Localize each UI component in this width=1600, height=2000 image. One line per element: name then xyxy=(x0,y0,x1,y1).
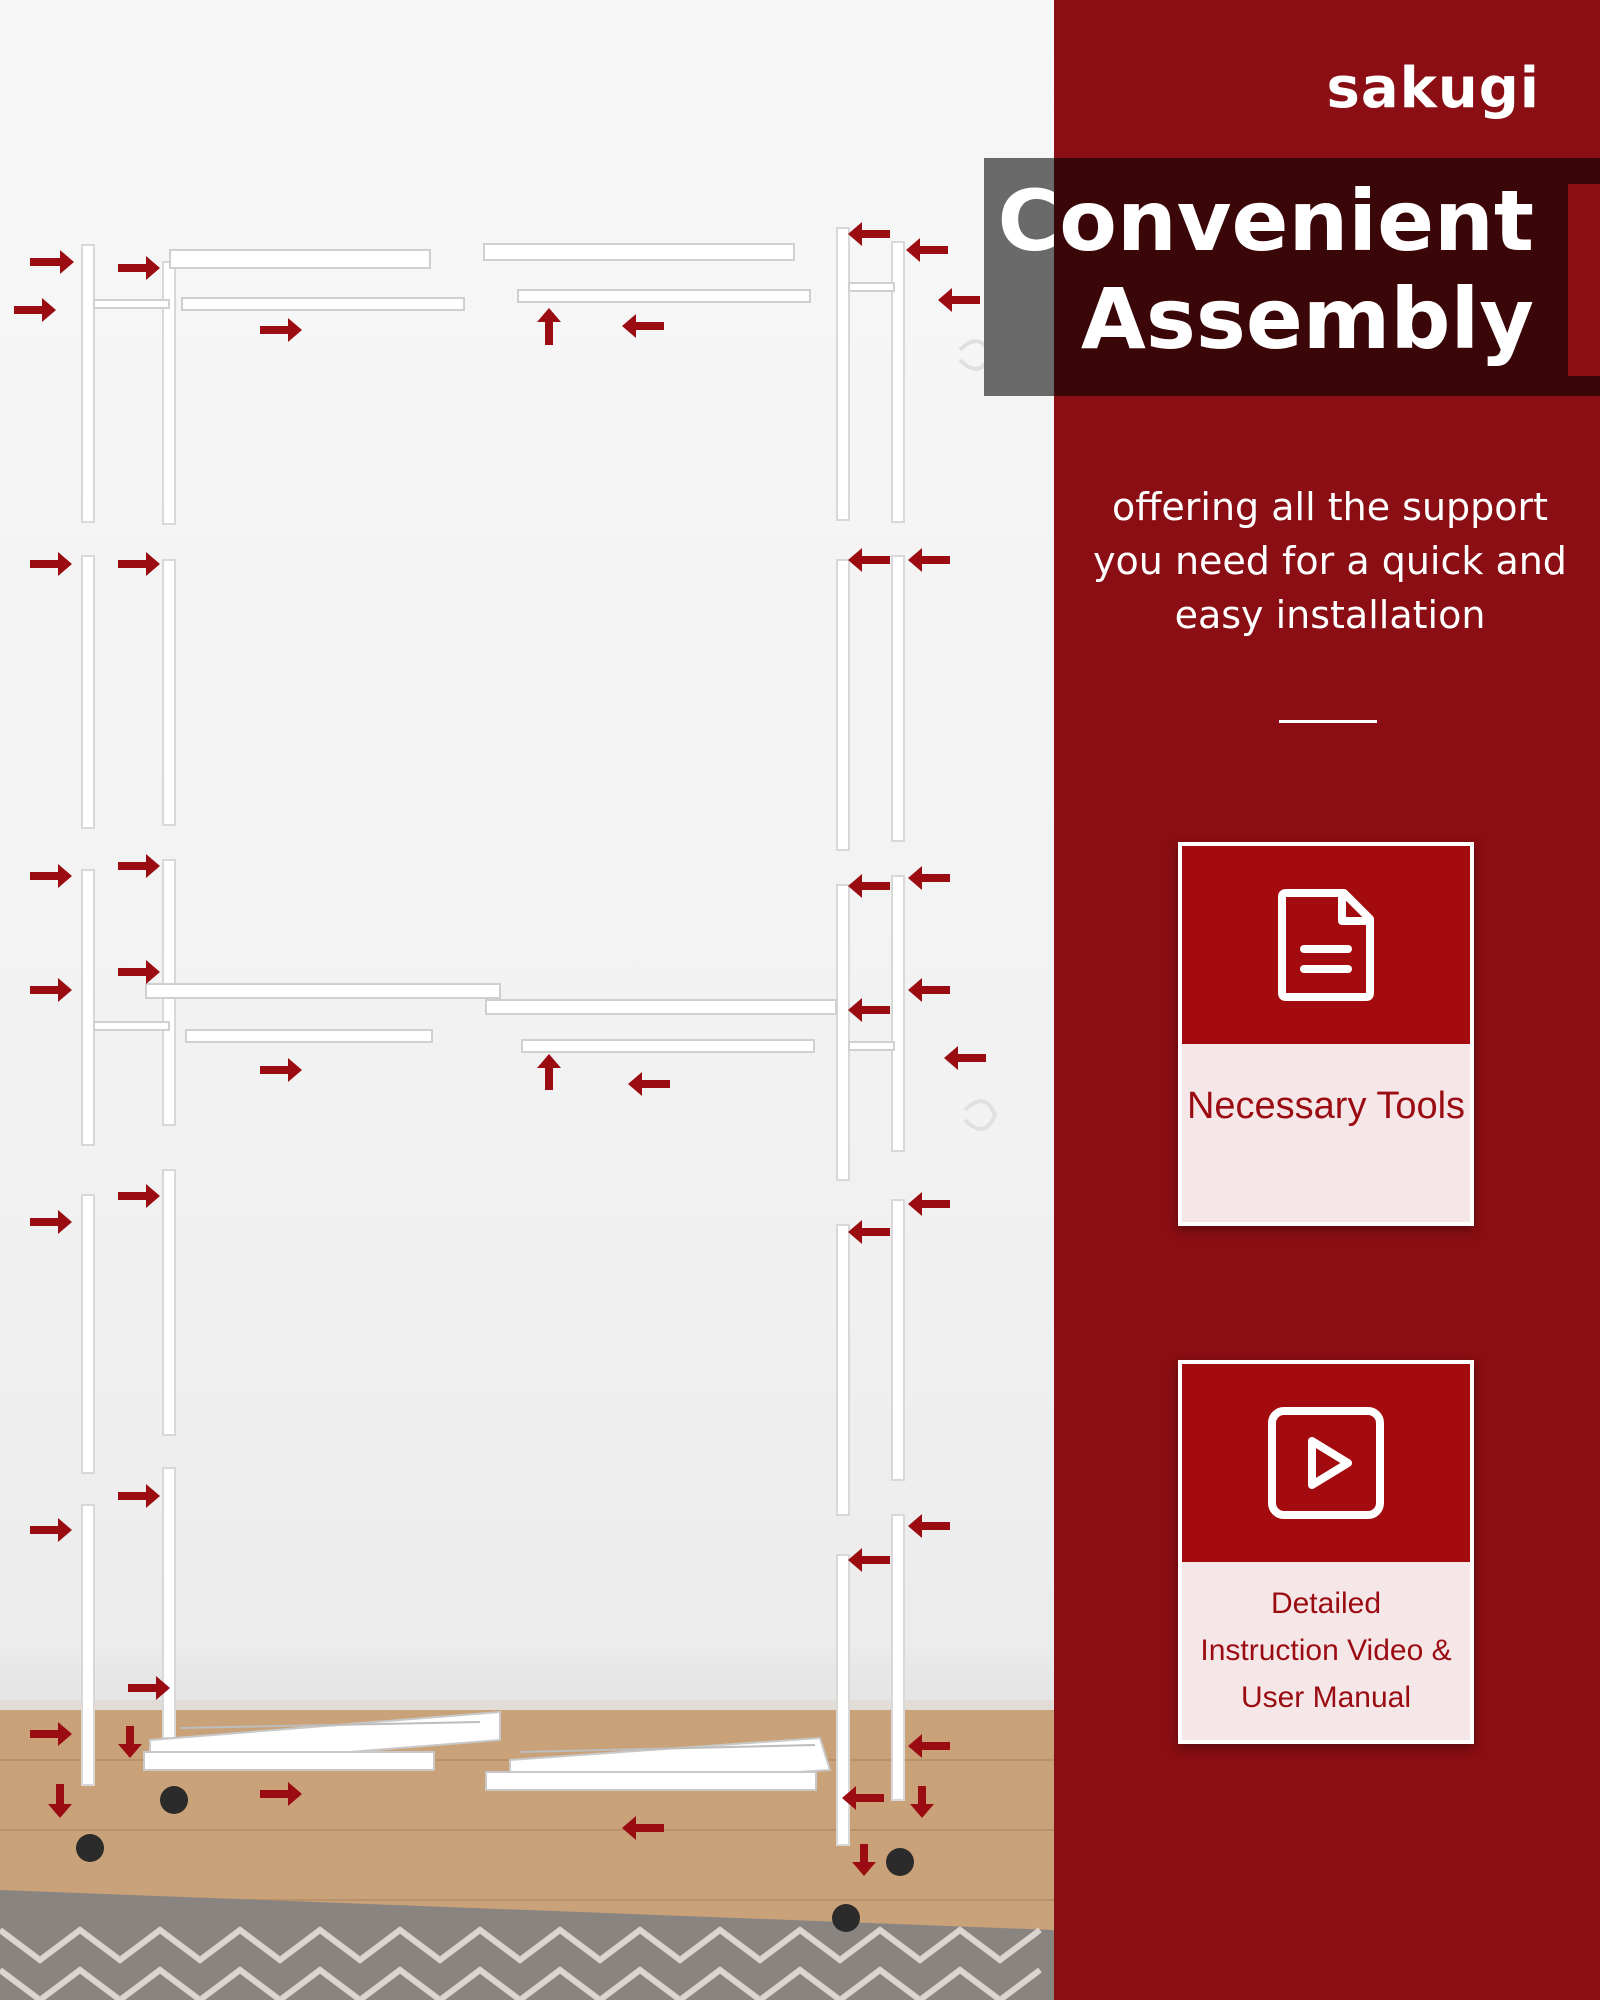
brand-logo: sakugi xyxy=(1326,56,1540,121)
middle-shelves xyxy=(94,984,894,1052)
feature-card-icon-area xyxy=(1182,1364,1470,1562)
headline-line-1: Convenient xyxy=(997,172,1534,270)
feature-label: Necessary Tools xyxy=(1186,1085,1466,1127)
s-hooks xyxy=(960,341,995,1129)
title-accent-bar xyxy=(1568,184,1600,376)
feature-label-line: User Manual xyxy=(1240,1681,1412,1714)
feature-label-line: Detailed xyxy=(1270,1587,1382,1620)
feature-label xyxy=(1182,1562,1470,1721)
feature-card-video xyxy=(1178,1360,1474,1744)
headline-line-2: Assembly xyxy=(1080,270,1534,368)
feature-card-icon-area xyxy=(1182,846,1470,1044)
document-icon xyxy=(1266,885,1386,1005)
feature-card-tools xyxy=(1178,842,1474,1226)
headline xyxy=(994,172,1534,368)
divider xyxy=(1279,720,1377,723)
feature-label-line: Instruction Video & xyxy=(1200,1634,1452,1667)
play-video-icon xyxy=(1266,1403,1386,1523)
right-poles xyxy=(837,228,904,1845)
top-shelves xyxy=(94,244,894,310)
subtitle: offering all the support you need for a quick and easy installation xyxy=(1093,485,1567,637)
left-poles xyxy=(82,245,175,1785)
